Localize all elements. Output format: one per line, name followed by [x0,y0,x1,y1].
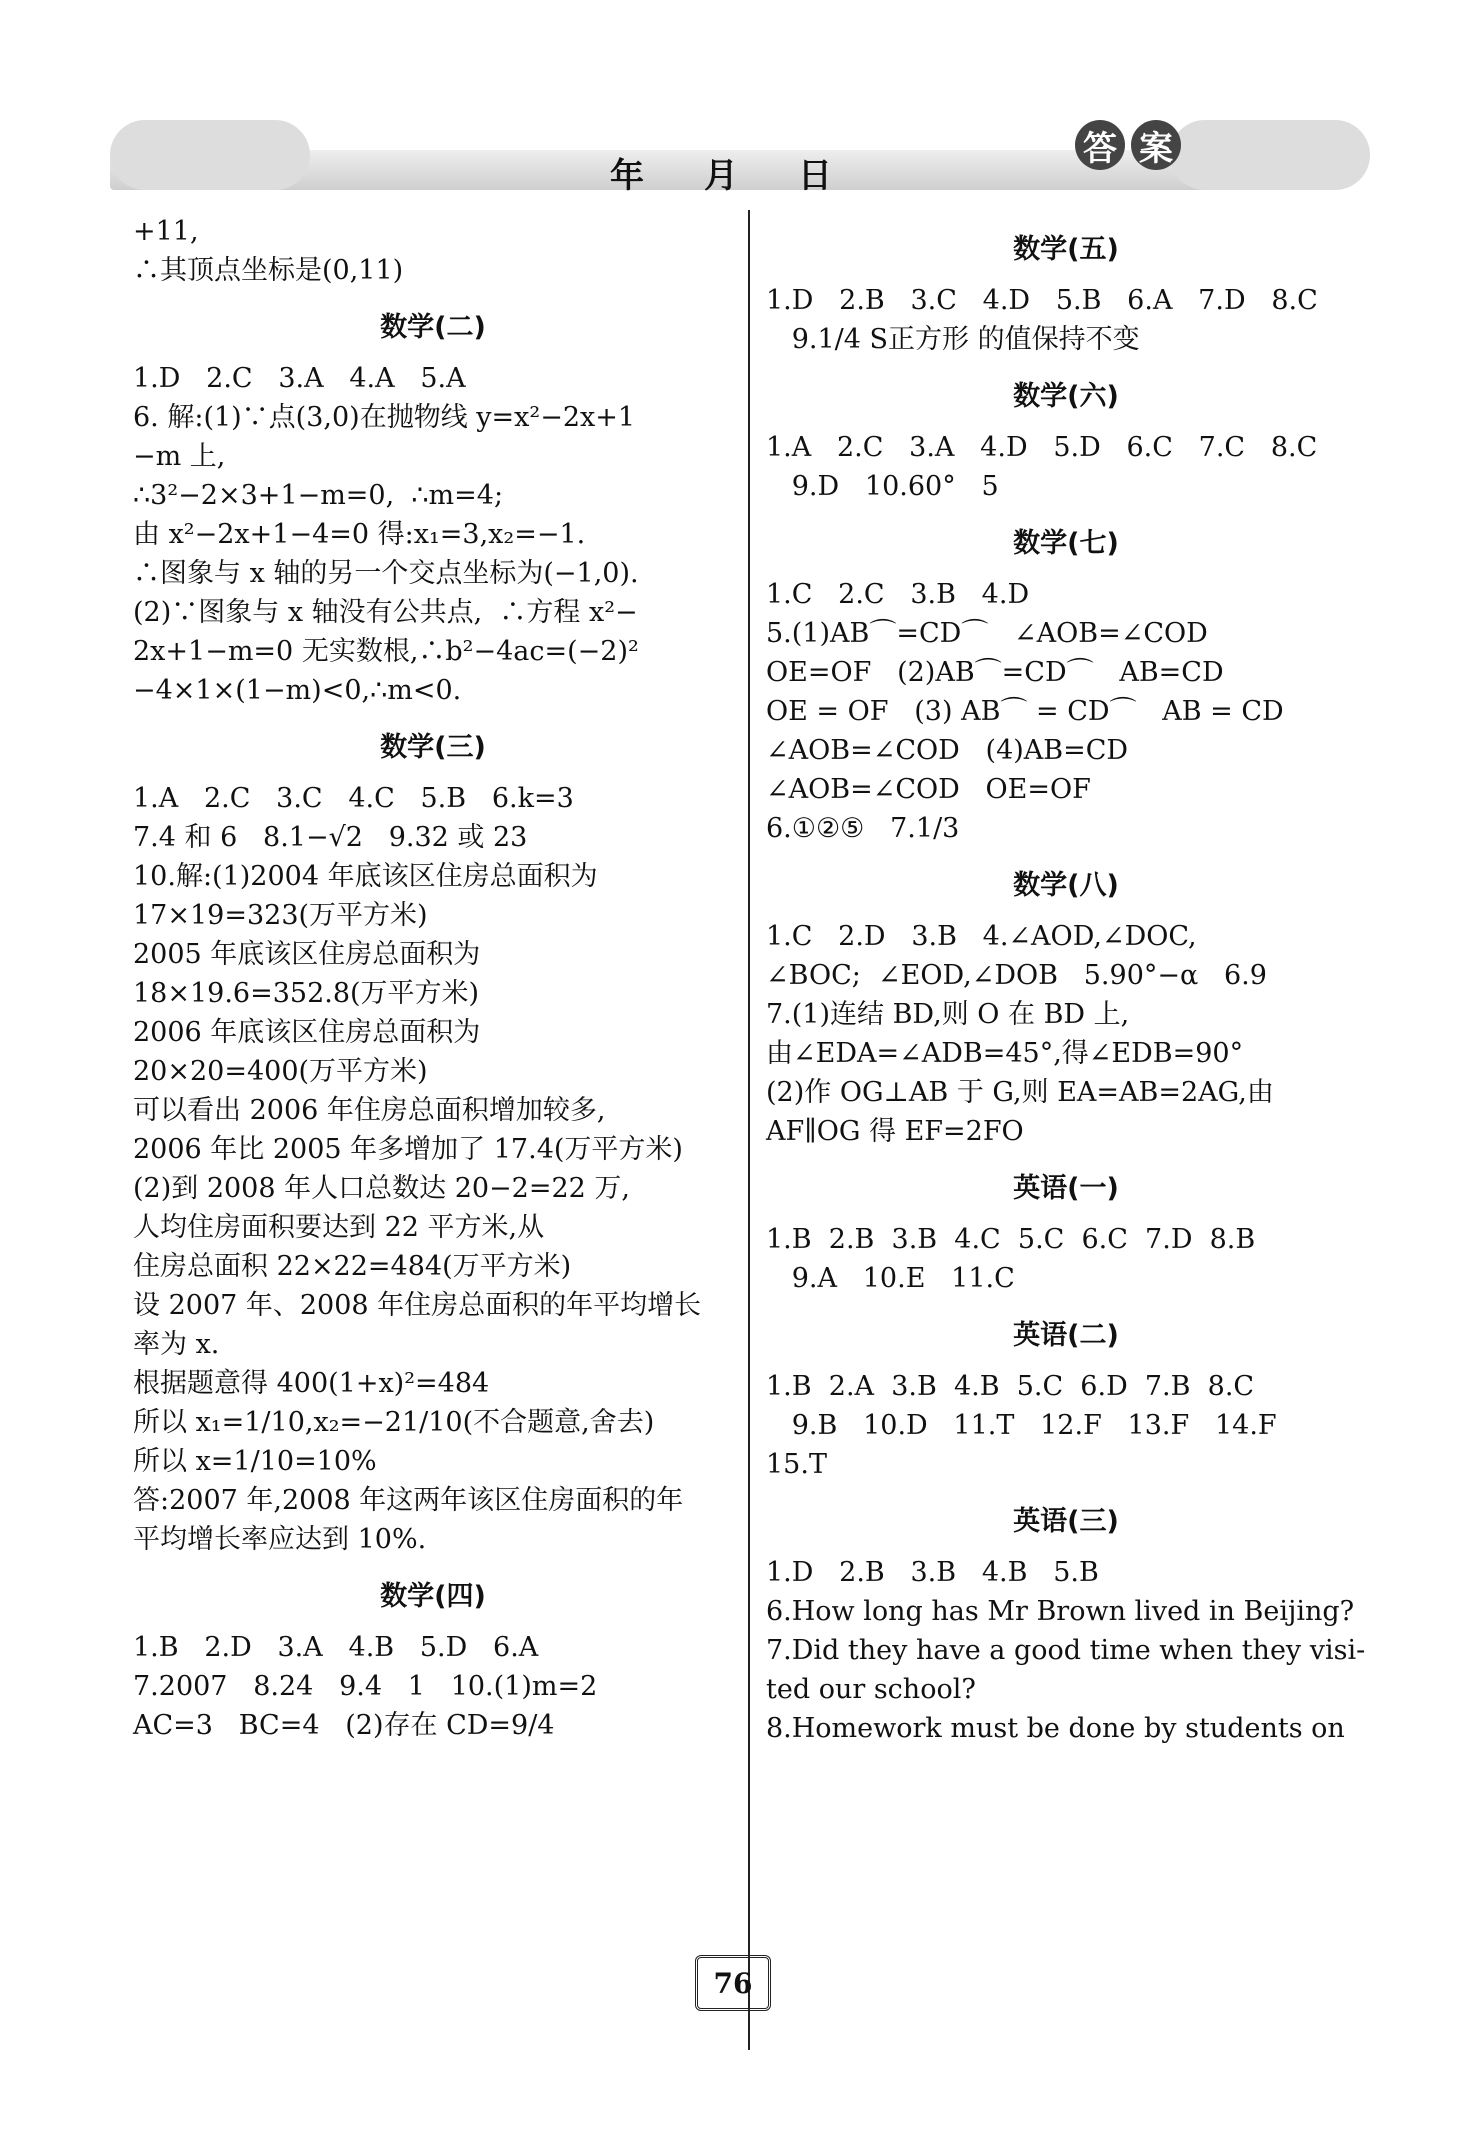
answer-line: OE = OF (3) AB⌒ = CD⌒ AB = CD [766,696,1284,727]
answer-line: (2)到 2008 年人口总数达 20−2=22 万, [133,1173,631,1204]
answer-line: 所以 x=1/10=10% [133,1446,377,1477]
section-heading: 数学(三) [380,732,486,763]
answer-line: OE=OF (2)AB⌒=CD⌒ AB=CD [766,657,1224,688]
answer-line: 2x+1−m=0 无实数根,∴b²−4ac=(−2)² [133,636,639,667]
answer-line: 1.B 2.D 3.A 4.B 5.D 6.A [133,1632,539,1663]
answer-line: 2006 年底该区住房总面积为 [133,1017,481,1048]
answer-line: 所以 x₁=1/10,x₂=−21/10(不合题意,舍去) [133,1407,655,1438]
answer-line: 2006 年比 2005 年多增加了 17.4(万平方米) [133,1134,683,1165]
answer-line: 9.A 10.E 11.C [766,1263,1015,1294]
answer-line: 17×19=323(万平方米) [133,900,428,931]
answer-line: 1.D 2.B 3.B 4.B 5.B [766,1557,1099,1588]
answer-line: 1.A 2.C 3.C 4.C 5.B 6.k=3 [133,783,574,814]
section-heading: 数学(二) [380,312,486,343]
section-heading: 数学(六) [1013,381,1119,412]
answer-line: 1.B 2.A 3.B 4.B 5.C 6.D 7.B 8.C [766,1371,1255,1402]
page-number: 76 [695,1955,771,2011]
answer-line: −4×1×(1−m)<0,∴m<0. [133,675,462,706]
answer-line: 率为 x. [133,1329,220,1360]
answer-line: 18×19.6=352.8(万平方米) [133,978,480,1009]
answer-line: 8.Homework must be done by students on [766,1713,1345,1744]
column-divider [748,210,750,2050]
answer-line: 2005 年底该区住房总面积为 [133,939,481,970]
answer-line: 1.C 2.C 3.B 4.D [766,579,1030,610]
section-heading: 英语(二) [1013,1320,1119,1351]
answer-line: 1.C 2.D 3.B 4.∠AOD,∠DOC, [766,921,1197,952]
answer-line: ∠AOB=∠COD OE=OF [766,774,1091,805]
answer-line: AC=3 BC=4 (2)存在 CD=9/4 [133,1710,555,1741]
answer-line: ∴3²−2×3+1−m=0, ∴m=4; [133,480,504,511]
answer-line: 1.A 2.C 3.A 4.D 5.D 6.C 7.C 8.C [766,432,1318,463]
answer-line: +11, [133,216,199,247]
section-heading: 英语(三) [1013,1506,1119,1537]
answer-line: 根据题意得 400(1+x)²=484 [133,1368,490,1399]
right-ornament [1170,120,1370,190]
answer-line: 7.(1)连结 BD,则 O 在 BD 上, [766,999,1130,1030]
section-heading: 数学(四) [380,1581,486,1612]
answer-line: 由 x²−2x+1−4=0 得:x₁=3,x₂=−1. [133,519,586,550]
answer-line: 7.Did they have a good time when they visi- [766,1635,1366,1666]
answer-line: 设 2007 年、2008 年住房总面积的年平均增长 [133,1290,702,1321]
answer-line: 1.B 2.B 3.B 4.C 5.C 6.C 7.D 8.B [766,1224,1256,1255]
answer-line: 1.D 2.B 3.C 4.D 5.B 6.A 7.D 8.C [766,285,1318,316]
answer-line: ted our school? [766,1674,976,1705]
section-heading: 英语(一) [1013,1173,1119,1204]
answer-line: 1.D 2.C 3.A 4.A 5.A [133,363,466,394]
answer-line: ∴图象与 x 轴的另一个交点坐标为(−1,0). [133,558,639,589]
answer-line: 5.(1)AB⌒=CD⌒ ∠AOB=∠COD [766,618,1208,649]
answer-line: 6. 解:(1)∵点(3,0)在抛物线 y=x²−2x+1 [133,402,636,433]
right-column [766,212,1366,1748]
section-heading: 数学(五) [1013,234,1119,265]
answer-line: 6.How long has Mr Brown lived in Beijing? [766,1596,1355,1627]
answer-line: 答:2007 年,2008 年这两年该区住房面积的年 [133,1485,684,1516]
answer-line: 6.①②⑤ 7.1/3 [766,813,960,844]
answer-line: 人均住房面积要达到 22 平方米,从 [133,1212,545,1243]
page-header [110,110,1370,205]
answer-line: 平均增长率应达到 10%. [133,1524,427,1555]
answer-line: (2)∵图象与 x 轴没有公共点, ∴方程 x²− [133,597,638,628]
badge-char-1: 答 [1075,120,1125,170]
answer-line: −m 上, [133,441,226,472]
answer-line: ∠AOB=∠COD (4)AB=CD [766,735,1129,766]
date-label: 年月日 [610,156,892,196]
answer-line: 7.4 和 6 8.1−√2 9.32 或 23 [133,822,528,853]
section-heading: 数学(七) [1013,528,1119,559]
answer-line: AF∥OG 得 EF=2FO [766,1116,1024,1147]
answer-line: ∠BOC; ∠EOD,∠DOB 5.90°−α 6.9 [766,960,1267,991]
answer-line: ∴其顶点坐标是(0,11) [133,255,404,286]
answer-line: (2)作 OG⊥AB 于 G,则 EA=AB=2AG,由 [766,1077,1274,1108]
answer-line: 7.2007 8.24 9.4 1 10.(1)m=2 [133,1671,598,1702]
answer-line: 住房总面积 22×22=484(万平方米) [133,1251,572,1282]
answer-line: 9.1/4 S正方形 的值保持不变 [766,324,1140,355]
answer-line: 可以看出 2006 年住房总面积增加较多, [133,1095,606,1126]
left-ornament [110,120,310,190]
answer-line: 15.T [766,1449,827,1480]
left-column [133,212,733,1745]
answer-line: 9.B 10.D 11.T 12.F 13.F 14.F [766,1410,1277,1441]
answer-line: 由∠EDA=∠ADB=45°,得∠EDB=90° [766,1038,1244,1069]
answer-line: 20×20=400(万平方米) [133,1056,428,1087]
section-heading: 数学(八) [1013,870,1119,901]
badge-char-2: 案 [1131,120,1181,170]
answer-badge [1075,120,1181,170]
answer-line: 9.D 10.60° 5 [766,471,999,502]
answer-line: 10.解:(1)2004 年底该区住房总面积为 [133,861,598,892]
